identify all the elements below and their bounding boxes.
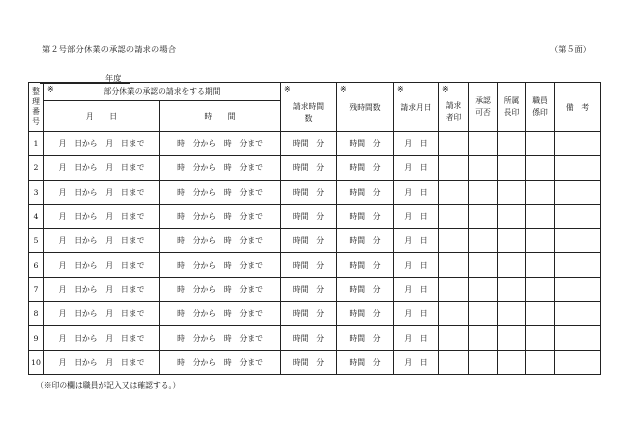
req-hours-cell[interactable]: 時間 分 (281, 156, 337, 180)
col-approval-header: 承認可否 (469, 83, 498, 132)
remaining-hours-cell[interactable]: 時間 分 (337, 326, 394, 350)
chief-seal-cell[interactable] (498, 302, 526, 326)
row-number: 1 (29, 132, 44, 156)
time-range-cell[interactable]: 時 分から 時 分まで (160, 132, 281, 156)
footer-note: （※印の欄は職員が記入又は確認する。） (36, 381, 181, 390)
approval-cell[interactable] (469, 350, 498, 374)
table-row (29, 326, 601, 350)
remaining-hours-cell[interactable]: 時間 分 (337, 180, 394, 204)
year-label: 年度 (105, 73, 122, 83)
asterisk-mark: ※ (397, 85, 404, 94)
chief-seal-cell[interactable] (498, 132, 526, 156)
time-range-cell[interactable]: 時 分から 時 分まで (160, 326, 281, 350)
table-row (29, 156, 601, 180)
table-row (29, 132, 601, 156)
approval-cell[interactable] (469, 132, 498, 156)
table-row (29, 302, 601, 326)
remaining-hours-cell[interactable]: 時間 分 (337, 132, 394, 156)
time-range-cell[interactable]: 時 分から 時 分まで (160, 204, 281, 228)
remaining-hours-cell[interactable]: 時間 分 (337, 302, 394, 326)
remarks-cell[interactable] (555, 204, 601, 228)
requester-seal-cell[interactable] (439, 180, 469, 204)
staff-seal-cell[interactable] (526, 277, 555, 301)
req-hours-cell[interactable]: 時間 分 (281, 180, 337, 204)
req-date-cell[interactable]: 月 日 (394, 132, 439, 156)
row-number: 6 (29, 253, 44, 277)
asterisk-mark: ※ (442, 85, 449, 94)
req-hours-cell[interactable]: 時間 分 (281, 204, 337, 228)
asterisk-mark: ※ (47, 85, 54, 94)
remaining-hours-cell[interactable]: 時間 分 (337, 253, 394, 277)
req-hours-cell[interactable]: 時間 分 (281, 326, 337, 350)
date-range-cell[interactable]: 月 日から 月 日まで (44, 132, 160, 156)
remarks-cell[interactable] (555, 180, 601, 204)
approval-cell[interactable] (469, 180, 498, 204)
col-remaining-header: ※ 残時間数 (337, 83, 394, 132)
remaining-hours-cell[interactable]: 時間 分 (337, 350, 394, 374)
date-range-cell[interactable]: 月 日から 月 日まで (44, 253, 160, 277)
staff-seal-cell[interactable] (526, 326, 555, 350)
staff-seal-cell[interactable] (526, 229, 555, 253)
time-range-cell[interactable]: 時 分から 時 分まで (160, 180, 281, 204)
col-chief-header: 所属長印 (498, 83, 526, 132)
col-time-header: 時 間 (160, 101, 281, 132)
row-number: 5 (29, 229, 44, 253)
staff-seal-cell[interactable] (526, 156, 555, 180)
req-date-cell[interactable]: 月 日 (394, 277, 439, 301)
remarks-cell[interactable] (555, 229, 601, 253)
row-number: 8 (29, 302, 44, 326)
requester-seal-cell[interactable] (439, 132, 469, 156)
time-range-cell[interactable]: 時 分から 時 分まで (160, 229, 281, 253)
asterisk-mark: ※ (340, 85, 347, 94)
table-row (29, 350, 601, 374)
time-range-cell[interactable]: 時 分から 時 分まで (160, 302, 281, 326)
chief-seal-cell[interactable] (498, 326, 526, 350)
date-range-cell[interactable]: 月 日から 月 日まで (44, 204, 160, 228)
table-row (29, 204, 601, 228)
date-range-cell[interactable]: 月 日から 月 日まで (44, 277, 160, 301)
col-requester-header: ※ 請求者印 (439, 83, 469, 132)
req-date-cell[interactable]: 月 日 (394, 350, 439, 374)
requester-seal-cell[interactable] (439, 326, 469, 350)
remaining-hours-cell[interactable]: 時間 分 (337, 156, 394, 180)
approval-cell[interactable] (469, 302, 498, 326)
date-range-cell[interactable]: 月 日から 月 日まで (44, 350, 160, 374)
remarks-cell[interactable] (555, 302, 601, 326)
col-staff-header: 職員係印 (526, 83, 555, 132)
chief-seal-cell[interactable] (498, 229, 526, 253)
remarks-cell[interactable] (555, 326, 601, 350)
time-range-cell[interactable]: 時 分から 時 分まで (160, 156, 281, 180)
col-date-header: 月 日 (44, 101, 160, 132)
staff-seal-cell[interactable] (526, 253, 555, 277)
requester-seal-cell[interactable] (439, 350, 469, 374)
requester-seal-cell[interactable] (439, 277, 469, 301)
approval-cell[interactable] (469, 326, 498, 350)
col-req-date-header: ※ 請求月日 (394, 83, 439, 132)
row-number: 2 (29, 156, 44, 180)
date-range-cell[interactable]: 月 日から 月 日まで (44, 180, 160, 204)
requester-seal-cell[interactable] (439, 253, 469, 277)
time-range-cell[interactable]: 時 分から 時 分まで (160, 277, 281, 301)
row-number: 10 (29, 350, 44, 374)
remaining-hours-cell[interactable]: 時間 分 (337, 204, 394, 228)
approval-cell[interactable] (469, 156, 498, 180)
date-range-cell[interactable]: 月 日から 月 日まで (44, 326, 160, 350)
staff-seal-cell[interactable] (526, 180, 555, 204)
request-table (28, 82, 601, 375)
table-row (29, 253, 601, 277)
staff-seal-cell[interactable] (526, 204, 555, 228)
approval-cell[interactable] (469, 277, 498, 301)
req-hours-cell[interactable]: 時間 分 (281, 132, 337, 156)
table-row (29, 229, 601, 253)
col-period-header: ※ 部分休業の承認の請求をする期間 (44, 83, 281, 101)
requester-seal-cell[interactable] (439, 302, 469, 326)
form-title: 第２号部分休業の承認の請求の場合 (42, 44, 177, 54)
staff-seal-cell[interactable] (526, 350, 555, 374)
req-date-cell[interactable]: 月 日 (394, 326, 439, 350)
chief-seal-cell[interactable] (498, 350, 526, 374)
approval-cell[interactable] (469, 229, 498, 253)
req-hours-cell[interactable]: 時間 分 (281, 253, 337, 277)
staff-seal-cell[interactable] (526, 132, 555, 156)
row-number: 3 (29, 180, 44, 204)
staff-seal-cell[interactable] (526, 302, 555, 326)
chief-seal-cell[interactable] (498, 180, 526, 204)
remaining-hours-cell[interactable]: 時間 分 (337, 277, 394, 301)
requester-seal-cell[interactable] (439, 204, 469, 228)
req-date-cell[interactable]: 月 日 (394, 302, 439, 326)
chief-seal-cell[interactable] (498, 156, 526, 180)
remarks-cell[interactable] (555, 253, 601, 277)
date-range-cell[interactable]: 月 日から 月 日まで (44, 302, 160, 326)
asterisk-mark: ※ (284, 85, 291, 94)
chief-seal-cell[interactable] (498, 204, 526, 228)
req-hours-cell[interactable]: 時間 分 (281, 302, 337, 326)
approval-cell[interactable] (469, 253, 498, 277)
req-date-cell[interactable]: 月 日 (394, 156, 439, 180)
remaining-hours-cell[interactable]: 時間 分 (337, 229, 394, 253)
remarks-cell[interactable] (555, 132, 601, 156)
approval-cell[interactable] (469, 204, 498, 228)
remarks-cell[interactable] (555, 277, 601, 301)
col-seq-header: 整理番号 (29, 83, 44, 132)
requester-seal-cell[interactable] (439, 229, 469, 253)
req-date-cell[interactable]: 月 日 (394, 229, 439, 253)
chief-seal-cell[interactable] (498, 277, 526, 301)
page-label: （第５面） (550, 44, 591, 54)
remarks-cell[interactable] (555, 156, 601, 180)
requester-seal-cell[interactable] (439, 156, 469, 180)
row-number: 9 (29, 326, 44, 350)
remarks-cell[interactable] (555, 350, 601, 374)
req-date-cell[interactable]: 月 日 (394, 253, 439, 277)
table-row (29, 277, 601, 301)
chief-seal-cell[interactable] (498, 253, 526, 277)
date-range-cell[interactable]: 月 日から 月 日まで (44, 156, 160, 180)
row-number: 4 (29, 204, 44, 228)
time-range-cell[interactable]: 時 分から 時 分まで (160, 350, 281, 374)
req-date-cell[interactable]: 月 日 (394, 204, 439, 228)
table-row (29, 180, 601, 204)
time-range-cell[interactable]: 時 分から 時 分まで (160, 253, 281, 277)
row-number: 7 (29, 277, 44, 301)
col-req-hours-header: ※ 請求時間数 (281, 83, 337, 132)
req-hours-cell[interactable]: 時間 分 (281, 350, 337, 374)
req-hours-cell[interactable]: 時間 分 (281, 277, 337, 301)
col-remarks-header: 備 考 (555, 83, 601, 132)
req-hours-cell[interactable]: 時間 分 (281, 229, 337, 253)
date-range-cell[interactable]: 月 日から 月 日まで (44, 229, 160, 253)
req-date-cell[interactable]: 月 日 (394, 180, 439, 204)
